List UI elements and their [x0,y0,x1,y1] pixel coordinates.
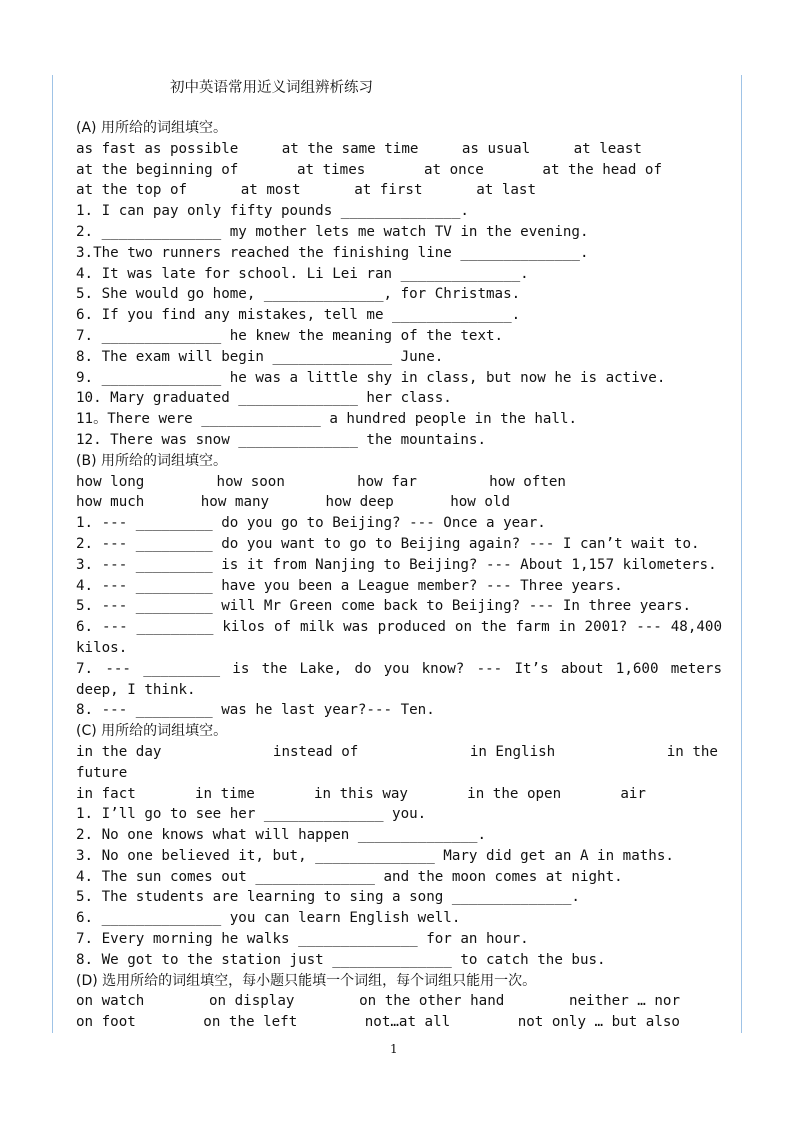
phrase: how often [489,473,566,490]
phrase: as usual [461,140,531,157]
section-c-phrase-row [76,742,718,763]
phrase: on watch [76,993,145,1010]
question-line: 6. --- _________ kilos of milk was produced on the farm in 2001? --- 48,400 kilos. [76,619,722,656]
phrase: in the [666,743,718,760]
phrase: as fast as possible [76,140,239,157]
phrase: in time [195,785,255,802]
phrase: how much [76,494,145,511]
section-c-heading: (C) 用所给的词组填空。 [76,723,228,740]
page-number: 1 [390,1042,398,1056]
question-line: 2. --- _________ do you want to go to Beijing again? --- I can’t wait to. [76,535,700,552]
worksheet-body [76,118,722,1033]
section-b-heading: (B) 用所给的词组填空。 [76,452,227,469]
phrase: at last [476,182,536,199]
phrase: at the same time [281,140,419,157]
phrase: how deep [325,494,394,511]
phrase: on the left [203,1014,298,1031]
section-a-phrase-row [76,160,662,181]
phrase: in English [469,743,556,760]
question-line: 1. I can pay only fifty pounds ______________. [76,203,469,220]
question-line: 3. --- _________ is it from Nanjing to Beijing? --- About 1,157 kilometers. [76,556,717,573]
question-line: 11。There were ______________ a hundred people in the hall. [76,411,578,428]
question-line: 6. ______________ you can learn English well. [76,910,461,927]
question-line: 3.The two runners reached the finishing line ______________. [76,244,589,261]
phrase: future [76,764,128,781]
question-line: 8. --- _________ was he last year?--- Ten. [76,702,435,719]
question-line: 3. No one believed it, but, ______________ Mary did get an A in maths. [76,847,674,864]
phrase: at once [423,161,484,178]
phrase: how soon [216,473,285,490]
question-line: 2. ______________ my mother lets me watch TV in the evening. [76,223,589,240]
section-d-heading: (D) 选用所给的词组填空，每小题只能填一个词组，每个词组只能用一次。 [76,972,537,989]
phrase: neither … nor [568,993,680,1010]
question-line: 6. If you find any mistakes, tell me ______________. [76,307,521,324]
page-title: 初中英语常用近义词组辨析练习 [170,80,373,96]
phrase: how old [450,494,510,511]
question-line: 7. --- _________ is the Lake, do you know? --- It’s about 1,600 meters deep, I think. [76,660,722,698]
phrase: not only … but also [517,1014,680,1031]
right-margin-line [741,75,742,1033]
phrase: at times [296,161,366,178]
question-line: 12. There was snow ______________ the mountains. [76,431,486,448]
question-line: 1. --- _________ do you go to Beijing? --- Once a year. [76,515,546,532]
phrase: at the top of [76,182,188,199]
section-d-phrase-row [76,991,680,1012]
phrase: at the head of [542,161,662,178]
section-a-heading: (A) 用所给的词组填空。 [76,120,227,136]
phrase: at first [354,182,423,199]
phrase: at most [240,182,301,199]
question-line: 4. It was late for school. Li Lei ran ______________. [76,265,529,282]
section-a-phrase-row [76,139,642,160]
phrase: on display [209,993,295,1010]
phrase: how far [357,473,417,490]
phrase: air [620,785,646,802]
phrase: in the open [467,785,562,802]
phrase: how many [200,494,270,511]
question-line: 2. No one knows what will happen ______________. [76,827,486,844]
section-b-phrase-row [76,492,510,513]
phrase: instead of [272,743,359,760]
phrase: on foot [76,1014,136,1031]
question-line: 5. --- _________ will Mr Green come back to Beijing? --- In three years. [76,598,691,615]
section-b-phrase-row [76,472,566,493]
phrase: in this way [314,785,408,802]
question-line: 10. Mary graduated ______________ her class. [76,390,452,407]
question-line: 8. The exam will begin ______________ June. [76,348,444,365]
phrase: in fact [76,785,136,802]
section-a-phrase-row [76,180,536,201]
phrase: at least [573,140,642,157]
left-margin-line [52,75,53,1033]
phrase: how long [76,473,145,490]
phrase: in the day [76,743,162,760]
question-line: 1. I’ll go to see her ______________ you. [76,806,427,823]
section-d-phrase-row [76,1012,680,1033]
question-line: 4. The sun comes out ______________ and the moon comes at night. [76,868,623,885]
question-line: 5. She would go home, ______________, for Christmas. [76,286,521,303]
section-c-phrase-row [76,784,646,805]
phrase: at the beginning of [76,161,239,178]
question-line: 7. Every morning he walks ______________ for an hour. [76,931,529,948]
question-line: 4. --- _________ have you been a League member? --- Three years. [76,577,623,594]
question-line: 9. ______________ he was a little shy in class, but now he is active. [76,369,666,386]
question-line: 5. The students are learning to sing a song ______________. [76,889,580,906]
phrase: not…at all [364,1014,451,1031]
question-line: 7. ______________ he knew the meaning of the text. [76,327,504,344]
question-line: 8. We got to the station just ______________ to catch the bus. [76,951,606,968]
phrase: on the other hand [359,993,505,1010]
